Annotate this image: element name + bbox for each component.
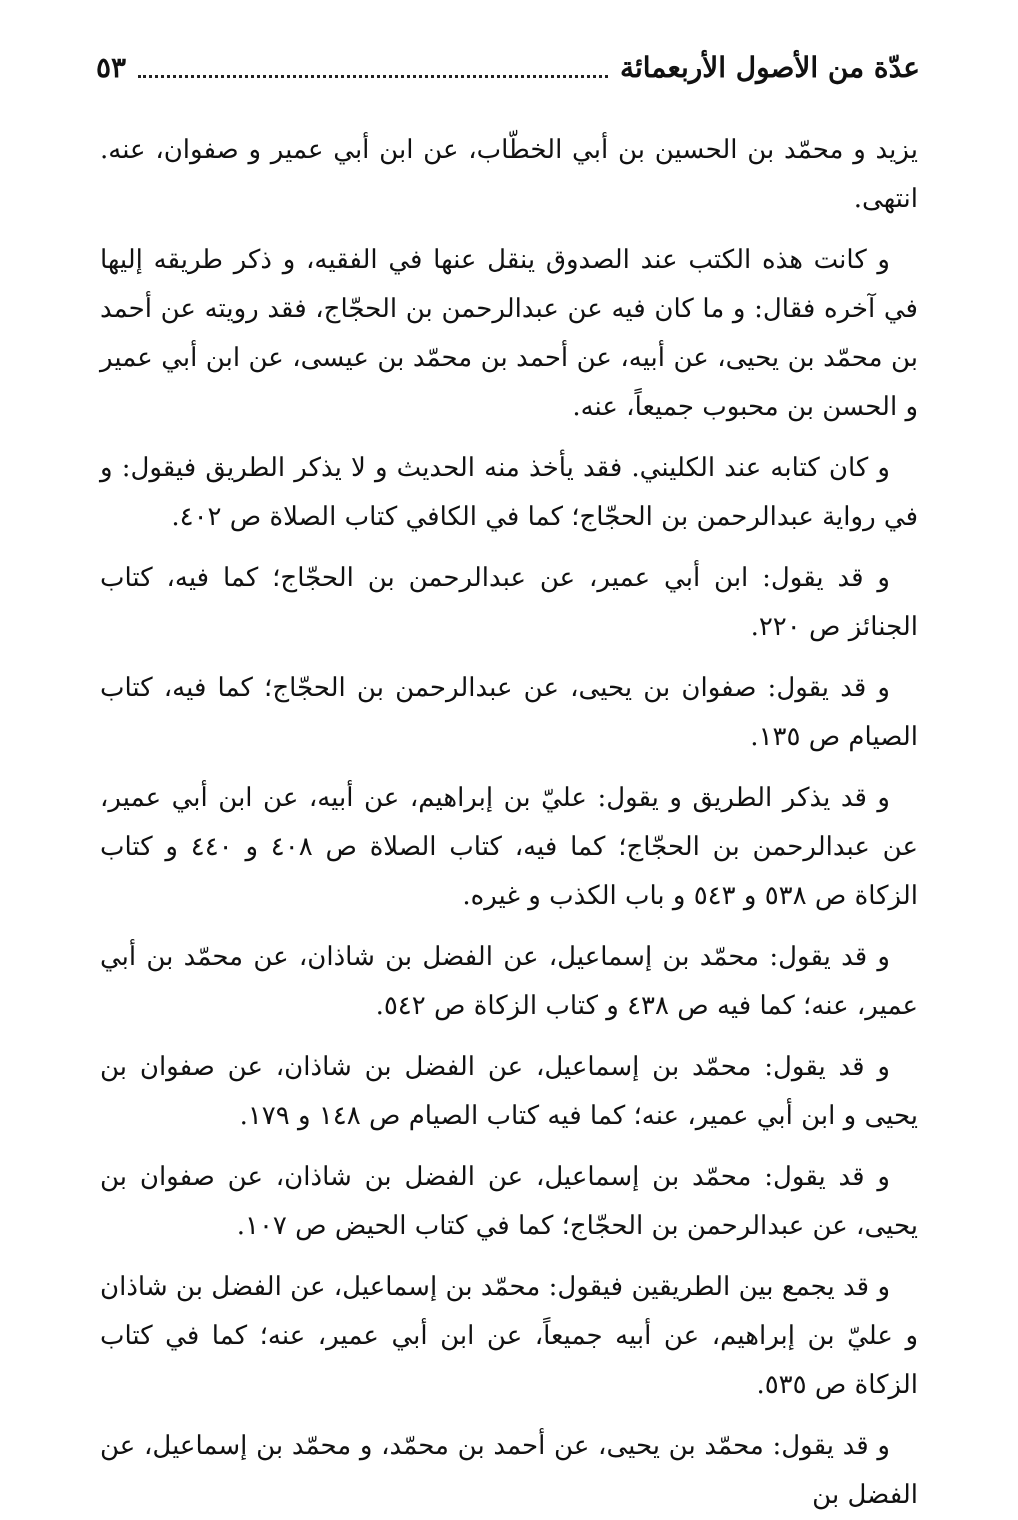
paragraph: و قد يقول: محمّد بن إسماعيل، عن الفضل بن شاذان، عن صفوان بن يحيى، عن عبدالرحمن بن الحجّاج؛ كما في كتاب الحيض ص ١٠٧.	[100, 1162, 918, 1241]
page-number: ٥٣	[96, 51, 127, 84]
paragraph: و كان كتابه عند الكليني. فقد يأخذ منه الحديث و لا يذكر الطريق فيقول: و في رواية عبدالرحمن بن الحجّاج؛ كما في الكافي كتاب الصلاة ص ٤٠٢.	[100, 453, 918, 532]
paragraph: و قد يجمع بين الطريقين فيقول: محمّد بن إسماعيل، عن الفضل بن شاذان و عليّ بن إبراهيم، عن أبيه جميعاً، عن ابن أبي عمير، عنه؛ كما في كتاب الزكاة ص ٥٣٥.	[100, 1272, 918, 1400]
paragraph: يزيد و محمّد بن الحسين بن أبي الخطّاب، عن ابن أبي عمير و صفوان، عنه. انتهى.	[100, 135, 918, 214]
dot-leader	[138, 75, 608, 78]
paragraph: و قد يذكر الطريق و يقول: عليّ بن إبراهيم، عن أبيه، عن ابن أبي عمير، عن عبدالرحمن بن الحجّاج؛ كما فيه، كتاب الصلاة ص ٤٠٨ و ٤٤٠ و كتاب الزكاة ص ٥٣٨ و ٥٤٣ و باب الكذب و غيره.	[100, 783, 918, 911]
paragraph: و قد يقول: محمّد بن إسماعيل، عن الفضل بن شاذان، عن صفوان بن يحيى و ابن أبي عمير، عنه؛ كما فيه كتاب الصيام ص ١٤٨ و ١٧٩.	[100, 1052, 918, 1131]
paragraph: و قد يقول: ابن أبي عمير، عن عبدالرحمن بن الحجّاج؛ كما فيه، كتاب الجنائز ص ٢٢٠.	[100, 563, 918, 642]
paragraph: و كانت هذه الكتب عند الصدوق ينقل عنها في الفقيه، و ذكر طريقه إليها في آخره فقال: و ما كان فيه عن عبدالرحمن بن الحجّاج، فقد رويته عن أحمد بن محمّد بن يحيى، عن أبيه، عن أحمد بن محمّد بن عيسى، عن ابن أبي عمير و الحسن بن محبوب جميعاً، عنه.	[100, 245, 918, 422]
running-title: عدّة من الأصول الأربعمائة	[619, 51, 920, 84]
running-header	[96, 40, 920, 88]
paragraph: و قد يقول: صفوان بن يحيى، عن عبدالرحمن بن الحجّاج؛ كما فيه، كتاب الصيام ص ١٣٥.	[100, 673, 918, 752]
paragraph: و قد يقول: محمّد بن يحيى، عن أحمد بن محمّد، و محمّد بن إسماعيل، عن الفضل بن	[100, 1431, 918, 1510]
body-text	[100, 126, 918, 1520]
paragraph: و قد يقول: محمّد بن إسماعيل، عن الفضل بن شاذان، عن محمّد بن أبي عمير، عنه؛ كما فيه ص ٤٣٨ و كتاب الزكاة ص ٥٤٢.	[100, 942, 918, 1021]
